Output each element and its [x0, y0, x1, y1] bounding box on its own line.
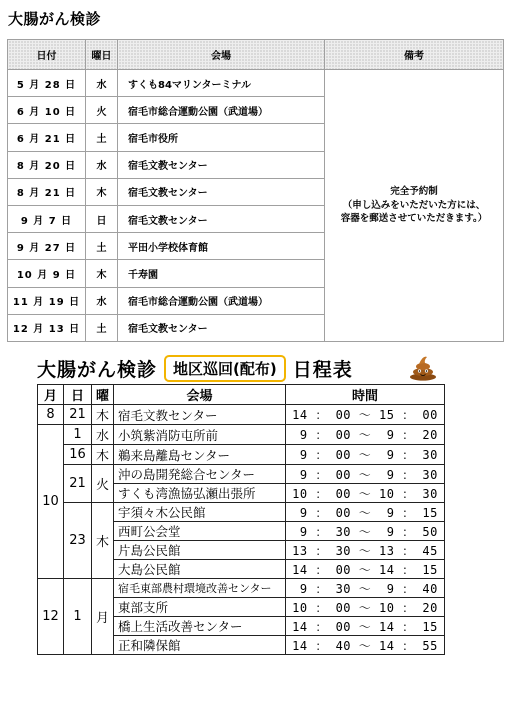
- venue-cell: 千寿園: [118, 260, 325, 287]
- table-row: [38, 445, 445, 465]
- header-venue: 会場: [118, 40, 325, 70]
- date-cell: 5 月 28 日: [8, 70, 86, 97]
- dow-cell: 火: [86, 97, 118, 124]
- table-row: [38, 579, 445, 598]
- dow-cell: 木: [92, 503, 114, 579]
- month-cell: 10: [38, 425, 64, 579]
- dow-cell: 土: [86, 233, 118, 260]
- dow-cell: 木: [86, 178, 118, 205]
- table-row: [38, 405, 445, 425]
- venue-cell: 宿毛文教センター: [118, 205, 325, 232]
- venue-cell: 宿毛市総合運動公園（武道場）: [118, 287, 325, 314]
- time-cell: 14 ： 00 ～ 14 ： 15: [286, 617, 445, 636]
- note-line: （申し込みをいただいた方には、: [342, 199, 486, 211]
- venue-cell: 平田小学校体育館: [118, 233, 325, 260]
- page-title: 大腸がん検診: [8, 10, 102, 28]
- table-row: [38, 425, 445, 445]
- dow-cell: 木: [92, 445, 114, 465]
- note-line: 容器を郵送させていただきます。）: [340, 213, 488, 225]
- venue-cell: 正和隣保館: [114, 636, 286, 655]
- venue-cell: すくも84マリンターミナル: [118, 70, 325, 97]
- venue-cell: 東部支所: [114, 598, 286, 617]
- venue-cell: 宿毛市総合運動公園（武道場）: [118, 97, 325, 124]
- venue-cell: 小筑紫消防屯所前: [114, 425, 286, 445]
- header-venue: 会場: [114, 385, 286, 405]
- date-cell: 8 月 20 日: [8, 151, 86, 178]
- dow-cell: 月: [92, 579, 114, 655]
- venue-cell: 宿毛市役所: [118, 124, 325, 151]
- month-cell: 12: [38, 579, 64, 655]
- dow-cell: 水: [86, 151, 118, 178]
- venue-cell: 宿毛文教センター: [118, 151, 325, 178]
- venue-cell: 片島公民館: [114, 541, 286, 560]
- tour-schedule-title: 大腸がん検診: [37, 359, 158, 381]
- date-cell: 8 月 21 日: [8, 178, 86, 205]
- tour-badge: 地区巡回(配布): [164, 355, 286, 382]
- header-dow: 曜日: [86, 40, 118, 70]
- dow-cell: 水: [86, 287, 118, 314]
- venue-cell: 西町公会堂: [114, 522, 286, 541]
- date-cell: 9 月 7 日: [8, 205, 86, 232]
- time-cell: 10 ： 00 ～ 10 ： 20: [286, 598, 445, 617]
- table-row: [38, 503, 445, 522]
- note-line: 完全予約制: [390, 185, 438, 197]
- date-cell: 11 月 19 日: [8, 287, 86, 314]
- venue-cell: 沖の島開発総合センター: [114, 465, 286, 484]
- dow-cell: 土: [86, 124, 118, 151]
- date-cell: 9 月 27 日: [8, 233, 86, 260]
- note-cell: [325, 70, 504, 342]
- day-cell: 23: [64, 503, 92, 579]
- day-cell: 1: [64, 425, 92, 445]
- day-cell: 21: [64, 465, 92, 503]
- date-cell: 12 月 13 日: [8, 314, 86, 341]
- table-row: [38, 465, 445, 484]
- venue-cell: 大島公民館: [114, 560, 286, 579]
- time-cell: 10 ： 00 ～ 10 ： 30: [286, 484, 445, 503]
- day-cell: 1: [64, 579, 92, 655]
- time-cell: 9 ： 00 ～ 9 ： 15: [286, 503, 445, 522]
- header-day: 日: [64, 385, 92, 405]
- table-row: [8, 70, 504, 97]
- time-cell: 14 ： 00 ～ 15 ： 00: [286, 405, 445, 425]
- dow-cell: 木: [92, 405, 114, 425]
- venue-cell: 宿毛文教センター: [118, 314, 325, 341]
- time-cell: 9 ： 30 ～ 9 ： 40: [286, 579, 445, 598]
- dow-cell: 火: [92, 465, 114, 503]
- time-cell: 13 ： 30 ～ 13 ： 45: [286, 541, 445, 560]
- date-cell: 6 月 21 日: [8, 124, 86, 151]
- dow-cell: 木: [86, 260, 118, 287]
- tour-schedule-header: [37, 353, 444, 384]
- dow-cell: 水: [86, 70, 118, 97]
- header-dow: 曜: [92, 385, 114, 405]
- time-cell: 14 ： 00 ～ 14 ： 15: [286, 560, 445, 579]
- venue-cell: 橋上生活改善センター: [114, 617, 286, 636]
- time-cell: 9 ： 30 ～ 9 ： 50: [286, 522, 445, 541]
- time-cell: 9 ： 00 ～ 9 ： 30: [286, 445, 445, 465]
- venue-cell: 宇須々木公民館: [114, 503, 286, 522]
- dow-cell: 水: [92, 425, 114, 445]
- tour-schedule-suffix: 日程表: [292, 359, 353, 381]
- time-cell: 9 ： 00 ～ 9 ： 20: [286, 425, 445, 445]
- venue-cell: 鵜来島離島センター: [114, 445, 286, 465]
- day-cell: 21: [64, 405, 92, 425]
- tour-schedule-table: [37, 384, 445, 655]
- screening-schedule-table: [7, 39, 504, 342]
- header-note: 備考: [325, 40, 504, 70]
- venue-cell: 宿毛東部農村環境改善センター: [114, 579, 286, 598]
- table-header-row: [8, 40, 504, 70]
- date-cell: 10 月 9 日: [8, 260, 86, 287]
- header-date: 日付: [8, 40, 86, 70]
- day-cell: 16: [64, 445, 92, 465]
- month-cell: 8: [38, 405, 64, 425]
- venue-cell: 宿毛文教センター: [118, 178, 325, 205]
- time-cell: 9 ： 00 ～ 9 ： 30: [286, 465, 445, 484]
- poop-emoji-icon: [408, 355, 438, 385]
- time-cell: 14 ： 40 ～ 14 ： 55: [286, 636, 445, 655]
- dow-cell: 土: [86, 314, 118, 341]
- tour-schedule-section: [37, 353, 444, 655]
- table-header-row: [38, 385, 445, 405]
- venue-cell: すくも湾漁協弘瀬出張所: [114, 484, 286, 503]
- date-cell: 6 月 10 日: [8, 97, 86, 124]
- header-month: 月: [38, 385, 64, 405]
- dow-cell: 日: [86, 205, 118, 232]
- header-time: 時間: [286, 385, 445, 405]
- venue-cell: 宿毛文教センター: [114, 405, 286, 425]
